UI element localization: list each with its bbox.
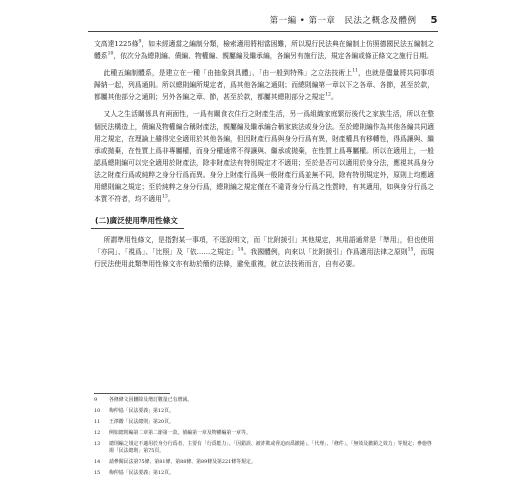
footnote: 11 王澤鑑「民法總則」第20頁。	[94, 418, 174, 425]
footnote: 14 請參閱民法第75條、第81條、第88條、第89條及第221條等規定。	[94, 459, 256, 466]
header-rule	[88, 31, 438, 32]
footnotes	[94, 397, 434, 481]
footnote-ref-9: 9	[138, 39, 142, 45]
footnote-ref-11: 11	[352, 68, 359, 74]
footnote: 9 各條條文因刪除及增訂數量已有增減。	[94, 397, 193, 403]
paragraph-4: 所謂準用性條文，是指對某一事項，不逕設明文，而「比附援引」其他規定，其用語通常是「準用」，但也使用「亦同」、「視爲」、「比照」及「依……之規定」$^{14}$。我國體例，向來以「比附援引」作爲適用法律之原則$^{15}$，而現行民法使用此類準用性條文亦有助於簡約法條，避免重複，就立法技術而言，自有必要。	[94, 236, 434, 269]
footnote-ref-13: 13	[161, 194, 168, 200]
main-text	[94, 38, 434, 276]
footnote-ref-14: 14	[237, 248, 244, 254]
paragraph-2: 此種五編制體系，是建立在一種「由抽象到具體」、「由一般到特殊」之立法技術上$^{11}$，也就是儘量將共同事項歸納一起，列爲通則。所以總則編所規定者，爲其他各編之通則；而總則編第一章以下之各章、各節，甚至於款，都屬其他部分之通則；另外各編之章、節，甚至於款，都屬其總則部分之規定$^{12}$。	[94, 68, 434, 102]
paragraph-1: 文高達1225條$^9$，如未經適當之編制分類，檢索適用將相當困難，所以現行民法典在編制上仿照德國民法五編制之體系$^{10}$，依次分為總則編、債編、物權編、親屬編及繼承編，各編另有施行法，規定各編或條正條文之施行日期。	[94, 39, 434, 61]
footnote-ref-10: 10	[107, 51, 114, 57]
footnote-rule	[94, 393, 170, 394]
footnote-ref-12: 12	[325, 93, 331, 99]
page-number: 5	[430, 15, 438, 26]
paragraph-3: 又人之生活關係具有兩面性，一爲有關食衣住行之財產生活，另一爲組織家庭繁衍後代之家族生活，所以在整個民法構造上，債編及物權編合稱財產法，親屬編及繼承編合稱家族法或身分法。至於總則編作為其他各編共同適用之規定，在理論上雖得完全適用於其他各編，但因財產行爲與身分行爲有異，財產權具有移轉性，得爲讓與、繼承或拋棄，在性質上爲非專屬權，而身分權通常不得讓與、繼承或拋棄，在性質上爲專屬權。所以在適用上，一般認爲總則編可以完全適用於財產法，除非財產法有特別規定才不適用；至於是否可以適用於身分法，應視其爲身分法之財產行爲或純粹之身分行爲而異。身分上財產行爲與一般財產行爲並無不同，除有特別規定外，原則上均應適用總則編之規定；至於純粹之身分行爲，總則編之規定僅在不違背身分行爲之性質時，有其適用，如與身分行爲之本質不符者，均不適用$^{13}$。	[94, 110, 434, 204]
footnote: 15 梅仲協「民法要義」第12頁。	[94, 469, 174, 476]
running-header	[88, 14, 438, 32]
footnote-ref-15: 15	[407, 248, 414, 254]
footnote: 12 例如總則編第二章第二節第一款，債編第一章及物權編第一章等。	[94, 429, 251, 436]
running-title: 第一編 • 第一章 民法之概念及體例	[269, 16, 417, 26]
section-heading: (二)廣泛使用準用性條文	[91, 214, 184, 229]
footnote: 10 梅仲協「民法要義」第12頁。	[94, 407, 174, 414]
footnote: 13 總則編之規定不適用於身分行爲者，主要有「行爲能力」、「因錯誤、被詐欺或脅迫而爲撤銷」、「代理」、「條件」、「無效及撤銷之效力」等規定；參施啓揚「民法總則」第75頁。	[94, 440, 432, 455]
